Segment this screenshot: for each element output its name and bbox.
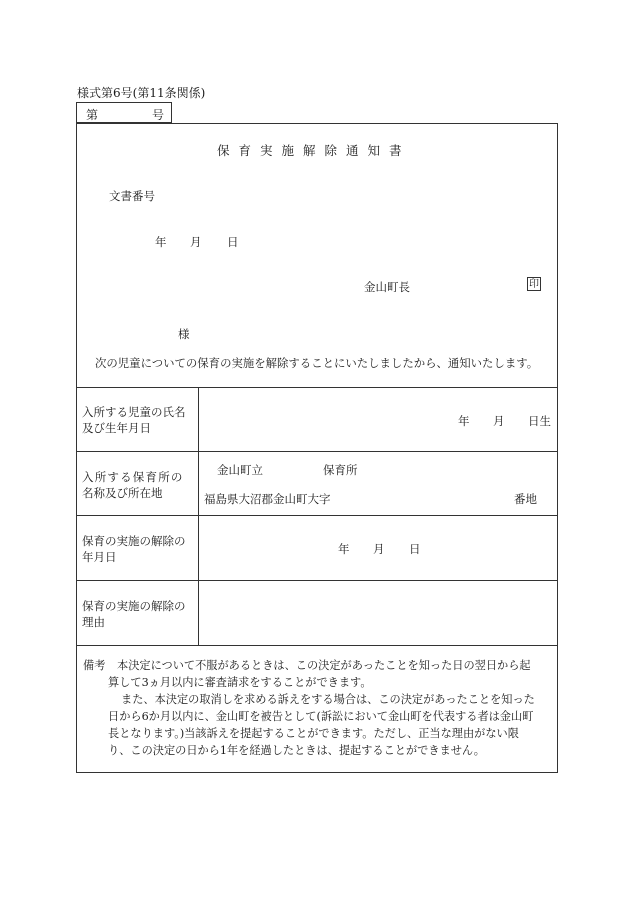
- issue-date-year: 年: [155, 235, 167, 249]
- document-number-box: [76, 102, 172, 123]
- remarks-line: 日から6か月以内に、金山町を被告として(訴訟において金山町を代表する者は金山町: [108, 710, 534, 723]
- notice-form: [76, 123, 558, 773]
- facility-type: 保育所: [323, 463, 358, 477]
- seal-mark: 印: [529, 279, 539, 290]
- facility-address: 福島県大沼郡金山町大字: [204, 492, 331, 506]
- release-day: 日: [409, 542, 421, 556]
- notice-title: 保育実施解除通知書: [217, 143, 411, 158]
- remarks-divider: [77, 645, 557, 646]
- issue-date-month: 月: [190, 235, 202, 249]
- birth-day: 日生: [528, 414, 551, 428]
- remarks-line: り、この決定の日から1年を経過したときは、提起することができません。: [108, 744, 485, 757]
- remarks-line: 本決定について不服があるときは、この決定があったことを知った日の翌日から起: [117, 659, 531, 672]
- remarks-line: また、本決定の取消しを求める訴えをする場合は、この決定があったことを知った: [121, 693, 535, 706]
- row-label: 保育の実施の解除の: [82, 534, 186, 548]
- remarks-heading: 備考: [83, 659, 106, 672]
- row-label: 年月日: [82, 550, 117, 564]
- facility-town: 金山町立: [217, 463, 263, 477]
- number-prefix: 第: [86, 108, 99, 122]
- row-divider: [77, 515, 557, 516]
- form-number-label: 様式第6号(第11条関係): [77, 86, 206, 100]
- row-label: 保育の実施の解除の: [82, 599, 186, 613]
- row-label: 入所する児童の氏名: [82, 405, 186, 419]
- row-label: 理由: [82, 615, 105, 629]
- issuer-name: 金山町長: [364, 280, 410, 294]
- release-year: 年: [338, 542, 350, 556]
- recipient-suffix: 様: [178, 327, 190, 341]
- row-label: 入所する保育所の: [82, 470, 184, 484]
- remarks-line: 長となります。)当該訴えを提起することができます。ただし、正当な理由がない限: [108, 727, 519, 740]
- remarks-line: 算して3ヵ月以内に審査請求をすることができます。: [108, 676, 372, 689]
- row-divider: [77, 451, 557, 452]
- doc-number-label: 文書番号: [109, 189, 155, 203]
- issue-date-day: 日: [227, 235, 239, 249]
- address-suffix: 番地: [514, 492, 537, 506]
- birth-month: 月: [493, 414, 505, 428]
- row-label: 及び生年月日: [82, 421, 151, 435]
- table-top-border: [77, 387, 557, 388]
- notice-body: 次の児童についての保育の実施を解除することにいたしましたから、通知いたします。: [95, 356, 539, 370]
- release-month: 月: [373, 542, 385, 556]
- row-divider: [77, 580, 557, 581]
- birth-year: 年: [458, 414, 470, 428]
- number-suffix: 号: [151, 108, 164, 122]
- row-label: 名称及び所在地: [82, 486, 163, 500]
- column-divider: [198, 387, 199, 645]
